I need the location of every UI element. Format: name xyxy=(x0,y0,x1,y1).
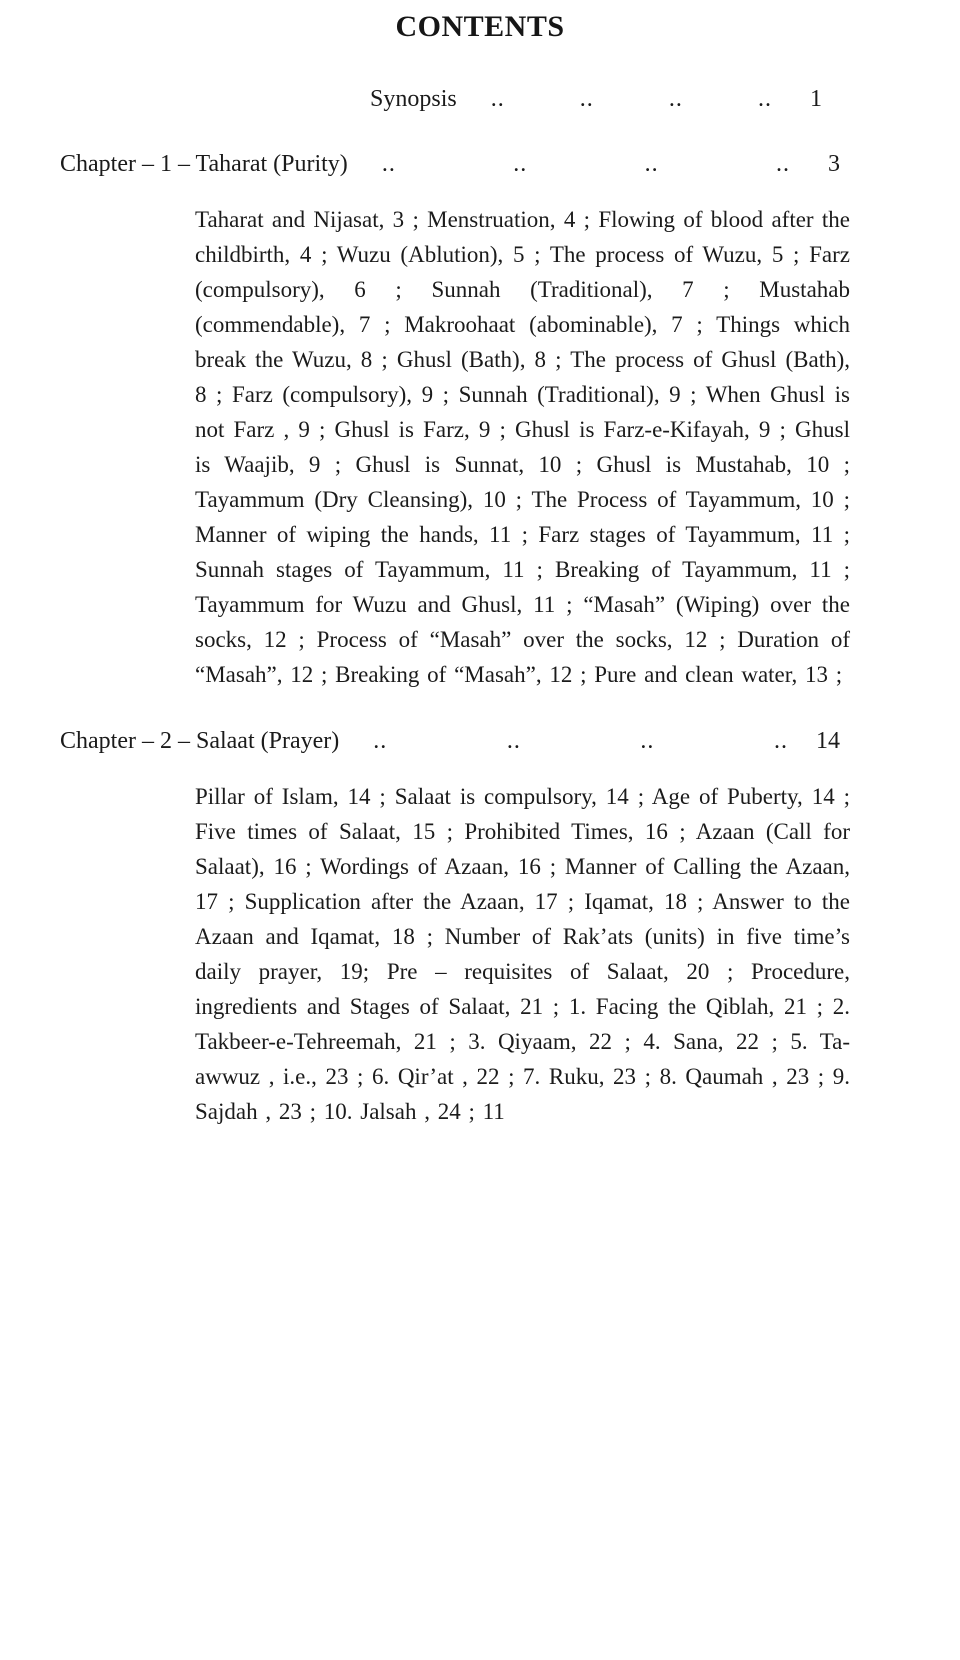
leader-dot: .. xyxy=(640,728,655,754)
leader-dot: .. xyxy=(757,86,772,112)
leader-dot: .. xyxy=(373,728,388,754)
chapter-2-page-number: 14 xyxy=(816,728,840,754)
chapter-1-page-number: 3 xyxy=(828,151,840,177)
synopsis-page-number: 1 xyxy=(810,86,822,112)
leader-dot: .. xyxy=(579,86,594,112)
chapter-1-summary: Taharat and Nijasat, 3 ; Menstruation, 4 ; Flowing of blood after the childbirth, 4 ; Wuzu (Ablution), 5 ; The process of Wuzu, 5 ; Farz (compulsory), 6 ; Sunnah (Traditional), 7 ; Mustahab (commendable), 7 ; Makroohaat (abominable), 7 ; Things which break the Wuzu, 8 ; Ghusl (Bath), 8 ; The process of Ghusl (Bath), 8 ; Farz (compulsory), 9 ; Sunnah (Traditional), 9 ; When Ghusl is not Farz , 9 ; Ghusl is Farz, 9 ; Ghusl is Farz-e-Kifayah, 9 ; Ghusl is Waajib, 9 ; Ghusl is Sunnat, 10 ; Ghusl is Mustahab, 10 ; Tayammum (Dry Cleansing), 10 ; The Process of Tayammum, 10 ; Manner of wiping the hands, 11 ; Farz stages of Tayammum, 11 ; Sunnah stages of Tayammum, 11 ; Breaking of Tayammum, 11 ; Tayammum for Wuzu and Ghusl, 11 ; “Masah” (Wiping) over the socks, 12 ; Process of “Masah” over the socks, 12 ; Duration of “Masah”, 12 ; Breaking of “Masah”, 12 ; Pure and clean water, 13 ; xyxy=(195,207,850,687)
chapter-1-heading: Chapter – 1 – Taharat (Purity) xyxy=(60,151,348,177)
leader-dot: .. xyxy=(490,86,505,112)
leader-dot: .. xyxy=(773,728,788,754)
leader-dot: .. xyxy=(775,151,790,177)
leader-dots xyxy=(457,86,800,113)
page-title: CONTENTS xyxy=(395,10,565,43)
leader-dot: .. xyxy=(506,728,521,754)
leader-dot: .. xyxy=(644,151,659,177)
leader-dots xyxy=(348,151,818,178)
synopsis-label: Synopsis xyxy=(370,86,457,112)
leader-dot: .. xyxy=(668,86,683,112)
toc-entry-synopsis xyxy=(370,86,822,113)
leader-dots xyxy=(339,728,816,755)
toc-entry-chapter-1 xyxy=(60,151,840,178)
leader-dot: .. xyxy=(381,151,396,177)
chapter-2-summary: Pillar of Islam, 14 ; Salaat is compulsory, 14 ; Age of Puberty, 14 ; Five times of Salaat, 15 ; Prohibited Times, 16 ; Azaan (Call for Salaat), 16 ; Wordings of Azaan, 16 ; Manner of Calling the Azaan, 17 ; Supplication after the Azaan, 17 ; Iqamat, 18 ; Answer to the Azaan and Iqamat, 18 ; Number of Rak’ats (units) in five time’s daily prayer, 19; Pre – requisites of Salaat, 20 ; Procedure, ingredients and Stages of Salaat, 21 ; 1. Facing the Qiblah, 21 ; 2. Takbeer-e-Tehreemah, 21 ; 3. Qiyaam, 22 ; 4. Sana, 22 ; 5. Ta-awwuz , i.e., 23 ; 6. Qir’at , 22 ; 7. Ruku, 23 ; 8. Qaumah , 23 ; 9. Sajdah , 23 ; 10. Jalsah , 24 ; 11 xyxy=(195,784,850,1124)
leader-dot: .. xyxy=(513,151,528,177)
chapter-2-heading: Chapter – 2 – Salaat (Prayer) xyxy=(60,728,340,754)
toc-entry-chapter-2 xyxy=(60,728,840,755)
